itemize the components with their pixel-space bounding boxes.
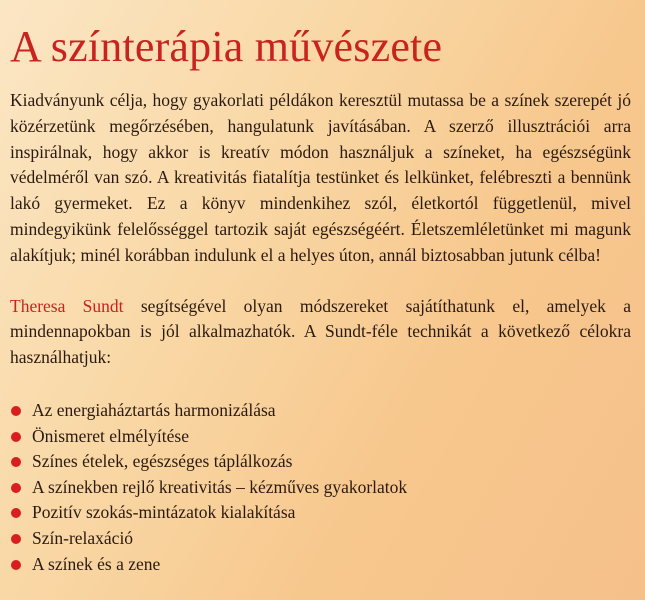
method-paragraph bbox=[10, 294, 631, 371]
bullet-icon bbox=[11, 534, 21, 544]
method-text: segítségével olyan módszereket sajátíthatunk el, amelyek a mindennapokban is jól alkalmazhatók. A Sundt-féle technikát a következő célokra használhatjuk: bbox=[10, 295, 631, 368]
list-item bbox=[10, 500, 631, 526]
list-item bbox=[10, 449, 631, 475]
list-item-text: A színek és a zene bbox=[32, 553, 161, 574]
list-item bbox=[10, 526, 631, 552]
bullet-icon bbox=[11, 457, 21, 467]
bullet-icon bbox=[11, 483, 21, 493]
author-name: Theresa Sundt bbox=[10, 295, 124, 316]
bullet-icon bbox=[11, 508, 21, 518]
list-item bbox=[10, 552, 631, 578]
list-item bbox=[10, 398, 631, 424]
list-item bbox=[10, 475, 631, 501]
bullet-icon bbox=[11, 560, 21, 570]
bullet-icon bbox=[11, 432, 21, 442]
list-item-text: Színes ételek, egészséges táplálkozás bbox=[32, 451, 293, 472]
list-item bbox=[10, 424, 631, 450]
goals-list bbox=[10, 398, 631, 577]
list-item-text: A színekben rejlő kreativitás – kézműves gyakorlatok bbox=[32, 476, 408, 497]
intro-paragraph: Kiadványunk célja, hogy gyakorlati példákon keresztül mutassa be a színek szerepét jó közérzetünk megőrzésében, hangulatunk javításában. A szerző illusztrációi arra inspirálnak, hogy akkor is kreatív módon használjuk a színeket, ha egészségünk védelméről van szó. A kreativitás fiatalítja testünket és lelkünket, felébreszti a bennünk lakó gyermeket. Ez a könyv mindenkihez szól, életkortól függetlenül, mivel mindegyikünk felelősséggel tartozik saját egészségéért. Életszemléletünket mi magunk alakítjuk; minél korábban indulunk el a helyes úton, annál biztosabban jutunk célba! bbox=[10, 90, 631, 265]
list-item-text: Az energiaháztartás harmonizálása bbox=[32, 399, 276, 420]
list-item-text: Szín-relaxáció bbox=[32, 527, 134, 548]
list-item-text: Önismeret elmélyítése bbox=[32, 425, 189, 446]
page-title: A színterápia művészete bbox=[10, 22, 443, 71]
bullet-icon bbox=[11, 406, 21, 416]
list-item-text: Pozitív szokás-mintázatok kialakítása bbox=[32, 502, 296, 523]
